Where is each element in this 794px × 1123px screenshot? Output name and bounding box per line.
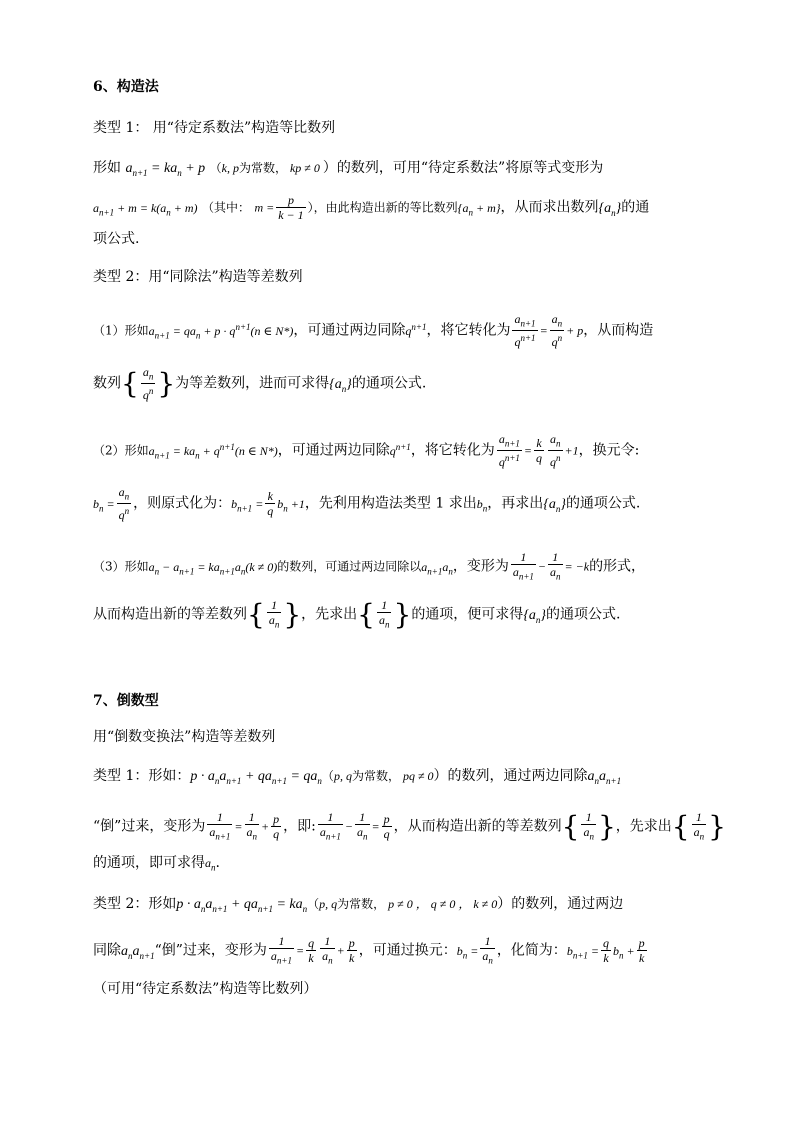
type2-p1-line2: 数列{ $\frac{a_n}{q^n}$ }为等差数列，进而可求得$\{a_n\}$的通项公式.: [93, 365, 427, 403]
section-7-intro: 用“倒数变换法”构造等差数列: [93, 729, 276, 745]
s7-type1-line1: 类型 1：形如：$p \cdot a_na_{n+1} + qa_{n+1} = qa_n(p$, q为常数， pq ≠ 0）的数列，通过两边同除$a_na_{n+1}$: [93, 768, 622, 786]
s7-type2-note: （可用“待定系数法”构造等比数列）: [93, 981, 318, 997]
type2-p2-line2: $b_n$ = $\frac{a_n}{q^n}$ ，则原式化为：$b_{n+1}$ = $\frac{k}{q}$ $b_n +1$，先利用构造法类型 1 求出$b_n$，再求出$\{a_n\}$的通项公式.: [93, 485, 641, 523]
type2-p1-line1: （1）形如$a_{n+1} = qa_n + p \cdot q^{n+1}(n$ ∈ N*)，可通过两边同除$q^{n+1}$，将它转化为 $\frac{a_{n+1}}{q^{n+1}}$ = $\frac{a_n}{q^n}$ + p，从而构造: [93, 312, 654, 350]
type2-p3-line1: （3）形如$a_n - a_{n+1} = ka_{n+1}a_n(k \ne 0)$的数列，可通过两边同除以$a_{n+1}a_n$，变形为 $\frac{1}{a_{n+1}}$ − $\frac{1}{a_n}$ = −k的形式，: [93, 550, 646, 582]
type1-line3: 项公式.: [93, 231, 140, 247]
type2-p2-line1: （2）形如$a_{n+1} = ka_n + q^{n+1}(n$ ∈ N*)，可通过两边同除$q^{n+1}$，将它转化为 $\frac{a_{n+1}}{q^{n+1}}$ = $\frac{k}{q}$ $\frac{a_n}{q^n}$ +1，换元令:: [93, 432, 640, 470]
s7-type1-line3: 的通项，即可求得$a_n$.: [93, 855, 220, 873]
section-6-title: 6、构造法: [93, 79, 159, 95]
s7-type1-line2: “倒”过来，变形为 $\frac{1}{a_{n+1}}$ = $\frac{1}{a_n}$ + $\frac{p}{q}$ ，即: $\frac{1}{a_{n+1}}$ − $\frac{1}{a_n}$ = $\frac{p}{q}$ ，从而构造出新的等差数列{ $\frac{1}{a_n}$ }，先求出{ $\frac{1}{a_n}$ }: [93, 809, 726, 843]
type2-heading: 类型 2：用“同除法”构造等差数列: [93, 269, 303, 285]
type1-line2: $a_{n+1} + m = k(a_n + m)$ （其中： m = $\frac{p}{k - 1}$ ），由此构造出新的等比数列$\{a_n + m\}$，从而求出数列$\{a_n\}$的通: [93, 193, 650, 222]
type2-p3-line2: 从而构造出新的等差数列{ $\frac{1}{a_n}$ }，先求出{ $\frac{1}{a_n}$ }的通项，便可求得$\{a_n\}$的通项公式.: [93, 597, 621, 631]
s7-type2-line1: 类型 2：形如$p \cdot a_na_{n+1} + qa_{n+1} = ka_n(p$, q为常数， p ≠ 0 ， q ≠ 0 ， k ≠ 0）的数列，通过两边: [93, 896, 624, 914]
type1-heading: 类型 1： 用“待定系数法”构造等比数列: [93, 120, 336, 136]
type1-line1: 形如 $a_{n+1} = ka_n + p$ （k, p为常数， kp ≠ 0 ）的数列，可用“待定系数法”将原等式变形为: [93, 160, 604, 178]
s7-type2-line2: 同除$a_na_{n+1}“$倒”过来，变形为 $\frac{1}{a_{n+1}}$ = $\frac{q}{k}$ $\frac{1}{a_n}$ + $\frac{p}{k}$ ，可通过换元：$b_n$ = $\frac{1}{a_n}$ ，化简为：$b_{n+1}$ = $\frac{q}{k}$ $b_n$ + $\frac{p}{k}$: [93, 934, 645, 966]
section-7-title: 7、倒数型: [93, 693, 159, 709]
